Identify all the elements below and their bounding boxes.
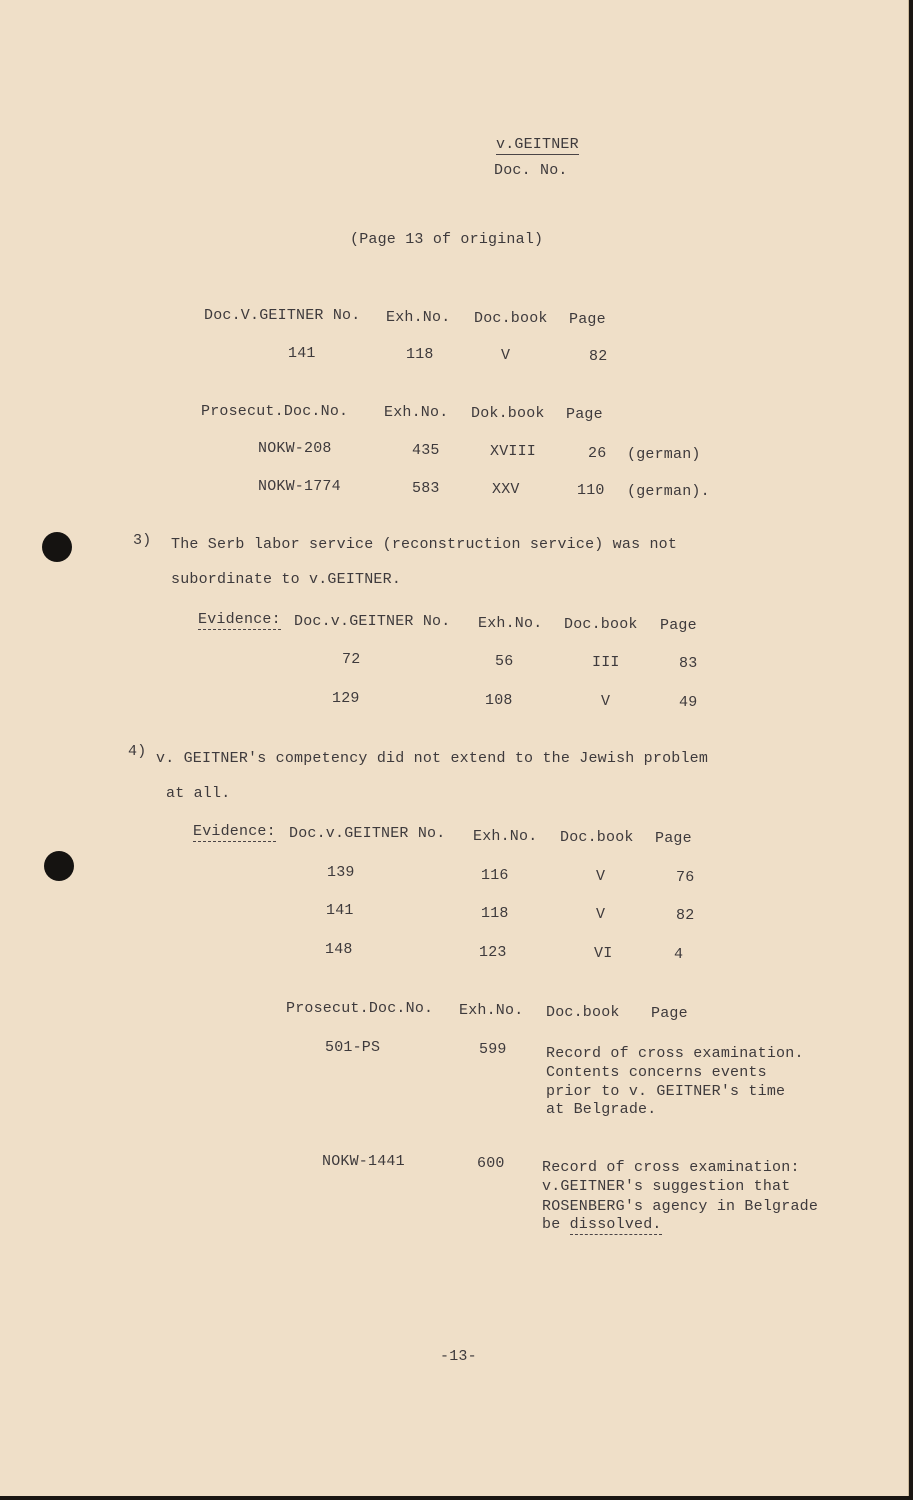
table-header: Page xyxy=(660,617,697,634)
table-cell: V xyxy=(596,868,606,885)
evidence-label: Evidence: xyxy=(198,611,281,628)
table-cell: 148 xyxy=(325,941,353,958)
table-cell: 583 xyxy=(412,480,440,497)
punch-hole xyxy=(42,532,72,562)
table-cell: 49 xyxy=(679,694,698,711)
table-cell: 501-PS xyxy=(325,1039,381,1056)
table-cell: 118 xyxy=(406,346,434,363)
table-cell: 76 xyxy=(676,869,695,886)
table-header: Page xyxy=(569,311,606,328)
table-cell: NOKW-1774 xyxy=(258,478,341,495)
table-cell: V xyxy=(501,347,511,364)
page-number: -13- xyxy=(440,1348,477,1365)
remark-line: at Belgrade. xyxy=(546,1101,657,1118)
remark-line: Record of cross examination. xyxy=(546,1045,804,1062)
table-header: Exh.No. xyxy=(384,404,449,421)
remark-text: be xyxy=(542,1216,570,1233)
evidence-label: Evidence: xyxy=(193,823,276,840)
item-number: 4) xyxy=(128,743,147,760)
table-cell: 26 xyxy=(588,445,607,462)
table-header: Exh.No. xyxy=(478,615,543,632)
table-cell: 123 xyxy=(479,944,507,961)
defendant-name: v.GEITNER xyxy=(496,136,579,153)
table-header: Page xyxy=(655,830,692,847)
table-cell: 129 xyxy=(332,690,360,707)
table-cell: XXV xyxy=(492,481,520,498)
table-cell: NOKW-1441 xyxy=(322,1153,405,1170)
table-cell: 139 xyxy=(327,864,355,881)
table-cell: 110 xyxy=(577,482,605,499)
table-cell: 4 xyxy=(674,946,684,963)
page-reference: (Page 13 of original) xyxy=(350,231,544,248)
table-cell: NOKW-208 xyxy=(258,440,332,457)
table-header: Doc.V.GEITNER No. xyxy=(204,307,361,324)
table-cell: 599 xyxy=(479,1041,507,1058)
paragraph-line: subordinate to v.GEITNER. xyxy=(171,571,402,588)
remark-line: Record of cross examination: xyxy=(542,1159,800,1176)
table-cell: 83 xyxy=(679,655,698,672)
paragraph-line: v. GEITNER's competency did not extend to the Jewish problem xyxy=(156,750,709,767)
table-header: Exh.No. xyxy=(459,1002,524,1019)
table-cell: V xyxy=(601,693,611,710)
remark-line: prior to v. GEITNER's time xyxy=(546,1083,786,1100)
remark-line: Contents concerns events xyxy=(546,1064,767,1081)
table-cell: III xyxy=(592,654,620,671)
table-cell: 56 xyxy=(495,653,514,670)
table-header: Doc.book xyxy=(560,829,634,846)
remark-line xyxy=(542,1216,662,1233)
table-cell: (german). xyxy=(627,483,710,500)
table-cell: 108 xyxy=(485,692,513,709)
table-cell: VI xyxy=(594,945,613,962)
table-cell: 116 xyxy=(481,867,509,884)
table-cell: (german) xyxy=(627,446,701,463)
doc-number-label: Doc. No. xyxy=(494,162,568,179)
paragraph-line: at all. xyxy=(166,785,231,802)
table-header: Page xyxy=(566,406,603,423)
table-header: Doc.book xyxy=(546,1004,620,1021)
table-cell: 72 xyxy=(342,651,361,668)
table-cell: XVIII xyxy=(490,443,537,460)
table-header: Doc.book xyxy=(564,616,638,633)
table-header: Exh.No. xyxy=(473,828,538,845)
table-cell: 600 xyxy=(477,1155,505,1172)
table-cell: 141 xyxy=(326,902,354,919)
table-header: Exh.No. xyxy=(386,309,451,326)
table-cell: 82 xyxy=(589,348,608,365)
item-number: 3) xyxy=(133,532,152,549)
remark-line: v.GEITNER's suggestion that xyxy=(542,1178,791,1195)
table-cell: 141 xyxy=(288,345,316,362)
table-header: Doc.book xyxy=(474,310,548,327)
table-header: Prosecut.Doc.No. xyxy=(286,1000,434,1017)
table-header: Dok.book xyxy=(471,405,545,422)
paragraph-line: The Serb labor service (reconstruction service) was not xyxy=(171,536,678,553)
remark-underlined-text: dissolved. xyxy=(569,1216,662,1233)
remark-line: ROSENBERG's agency in Belgrade xyxy=(542,1198,819,1215)
table-header: Page xyxy=(651,1005,688,1022)
table-cell: V xyxy=(596,906,606,923)
table-header: Doc.v.GEITNER No. xyxy=(294,613,451,630)
table-header: Prosecut.Doc.No. xyxy=(201,403,349,420)
punch-hole xyxy=(44,851,74,881)
table-header: Doc.v.GEITNER No. xyxy=(289,825,446,842)
table-cell: 82 xyxy=(676,907,695,924)
table-cell: 435 xyxy=(412,442,440,459)
table-cell: 118 xyxy=(481,905,509,922)
